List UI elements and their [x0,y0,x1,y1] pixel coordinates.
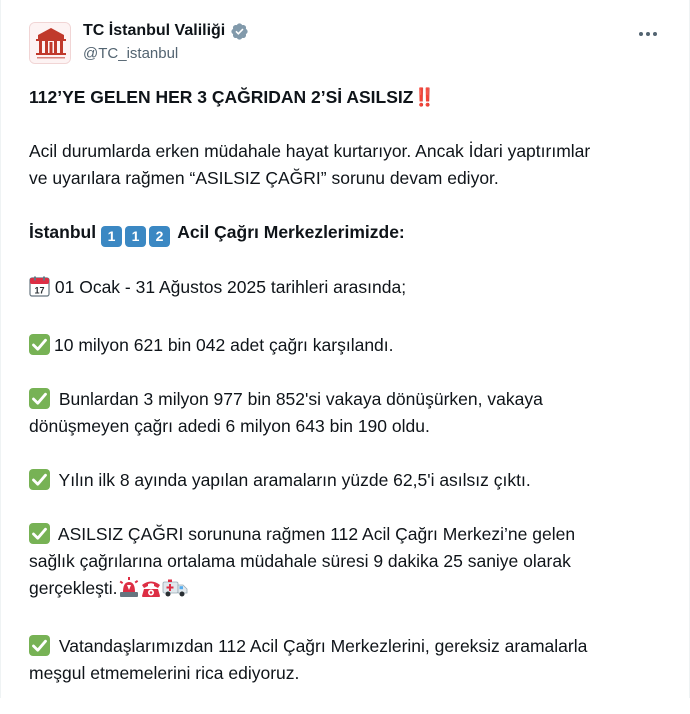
list-item [29,633,669,687]
name-row [83,20,249,42]
date-range-text: 01 Ocak - 31 Ağustos 2025 tarihleri arasında; [54,277,407,297]
headline-text: 112’YE GELEN HER 3 ÇAĞRIDAN 2’Sİ ASILSIZ [29,87,414,107]
istanbul-governorship-logo-icon [30,23,71,64]
item-2-line-1: Bunlardan 3 milyon 977 bin 852'si vakaya dönüşürken, vakaya [58,389,543,409]
list-item [29,332,669,359]
item-5-line-1: Vatandaşlarımızdan 112 Acil Çağrı Merkezlerini, gereksiz aramalarla [58,636,588,656]
avatar[interactable] [29,22,71,64]
check-mark-icon [29,523,50,544]
list-item [29,467,669,494]
tweet-headline [29,84,669,111]
check-mark-icon [29,388,50,409]
intro-line-2: ve uyarılara rağmen “ASILSIZ ÇAĞRI” sorunu devam ediyor. [29,168,499,188]
item-1-text: 10 milyon 621 bin 042 adet çağrı karşılandı. [54,335,394,355]
double-exclamation-icon: ‼️ [413,87,435,107]
keycap-digit-1-icon: 1 [125,226,146,247]
item-4-line-2: sağlık çağrılarına ortalama müdahale süresi 9 dakika 25 saniye olarak [29,551,571,571]
item-3-text: Yılın ilk 8 ayında yapılan aramaların yüzde 62,5'i asılsız çıktı. [58,470,531,490]
section-suffix: Acil Çağrı Merkezlerimizde: [177,222,405,242]
verified-badge-icon[interactable] [230,22,249,41]
date-range-line [29,274,669,305]
keycap-digit-2-icon: 2 [149,226,170,247]
keycap-digit-1-icon: 1 [101,226,122,247]
tweet-text [29,84,669,714]
more-options-icon[interactable] [633,22,663,46]
check-mark-icon [29,334,50,355]
item-4-line-3: gerçekleşti. [29,578,118,598]
check-mark-icon [29,469,50,490]
calendar-day-label: 17 [34,285,45,296]
police-light-icon [118,577,140,606]
list-item [29,521,669,606]
display-name[interactable]: TC İstanbul Valiliği [83,22,226,39]
item-4-line-1: ASILSIZ ÇAĞRI sorununa rağmen 112 Acil Çağrı Merkezi’ne gelen [57,524,576,544]
section-prefix: İstanbul [29,222,97,242]
tweet-intro [29,138,669,192]
check-mark-icon [29,635,50,656]
list-item [29,386,669,440]
item-2-line-2: dönüşmeyen çağrı adedi 6 milyon 643 bin 190 oldu. [29,416,430,436]
telephone-icon [140,577,162,606]
tweet-header [29,18,669,70]
calendar-icon [29,276,50,305]
intro-line-1: Acil durumlarda erken müdahale hayat kurtarıyor. Ancak İdari yaptırımlar [29,141,591,161]
ambulance-icon [162,577,188,606]
item-5-line-2: meşgul etmemelerini rica ediyoruz. [29,663,300,683]
section-heading [29,219,669,247]
account-handle[interactable]: @TC_istanbul [83,45,179,62]
